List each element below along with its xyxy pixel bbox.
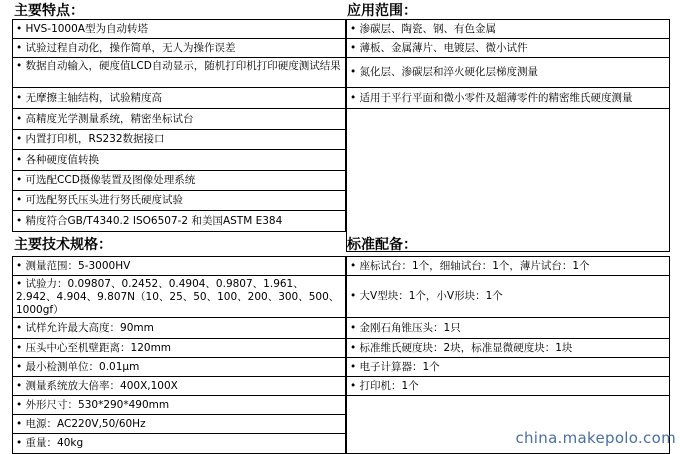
list-item: • 测量范围：5-3000HV (12, 257, 346, 276)
list-item: • 薄板、金属薄片、电镀层、微小试件 (346, 39, 670, 58)
list-item: • 可选配CCD摄像装置及图像处理系统 (12, 171, 346, 191)
list-item: • 氮化层、渗碳层和淬火硬化层梯度测量 (346, 58, 670, 88)
specs-heading: 主要技术规格： (14, 237, 112, 253)
list-item: • 金刚石角锥压头：1只 (346, 318, 670, 339)
list-item: • 无摩擦主轴结构，试验精度高 (12, 88, 346, 109)
list-item: • 座标试台：1个，细轴试台：1个，薄片试台：1个 (346, 257, 670, 276)
specs-list (12, 256, 346, 454)
list-item: • 测量系统放大倍率：400X,100X (12, 377, 346, 396)
list-item: • 数据自动输入，硬度值LCD自动显示，随机打印机打印硬度测试结果 (12, 58, 346, 88)
list-item: • 可选配努氏压头进行努氏硬度试验 (12, 191, 346, 211)
applications-list (346, 19, 670, 252)
list-item: • 各种硬度值转换 (12, 150, 346, 171)
empty-cell (346, 109, 670, 252)
list-item: • 电子计算器：1个 (346, 358, 670, 377)
list-item: • 电源：AC220V,50/60Hz (12, 415, 346, 434)
list-item: • 打印机：1个 (346, 377, 670, 396)
standard-list (346, 256, 670, 454)
standard-heading: 标准配备： (347, 237, 417, 253)
list-item: • 大V型块：1个，小V形块：1个 (346, 276, 670, 318)
features-heading: 主要特点： (14, 3, 84, 19)
list-item: • 重量：40kg (12, 434, 346, 454)
watermark: china.makepolo.com (515, 429, 676, 447)
applications-heading: 应用范围： (347, 3, 417, 19)
list-item: • 精度符合GB/T4340.2 ISO6507-2 和美国ASTM E384 (12, 211, 346, 232)
list-item: • 压头中心至机壁距离：120mm (12, 339, 346, 358)
list-item: • 外形尺寸：530*290*490mm (12, 396, 346, 415)
list-item: • 内置打印机，RS232数据接口 (12, 130, 346, 150)
list-item: • HVS-1000A型为自动转塔 (12, 20, 346, 39)
list-item: • 试样允许最大高度：90mm (12, 318, 346, 339)
list-item: • 适用于平行平面和微小零件及超薄零件的精密维氏硬度测量 (346, 88, 670, 109)
list-item: • 试验力：0.09807、0.2452、0.4904、0.9807、1.961、2.942、4.904、9.807N（10、25、50、100、200、300、500、1000gf） (12, 276, 346, 318)
list-item: • 最小检测单位：0.01μm (12, 358, 346, 377)
list-item: • 高精度光学测量系统，精密坐标试台 (12, 109, 346, 130)
list-item: • 标准维氏硬度块：2块，标准显微硬度块：1块 (346, 339, 670, 358)
list-item: • 试验过程自动化，操作简单，无人为操作误差 (12, 39, 346, 58)
list-item: • 渗碳层、陶瓷、钢、有色金属 (346, 20, 670, 39)
features-list (12, 19, 346, 232)
